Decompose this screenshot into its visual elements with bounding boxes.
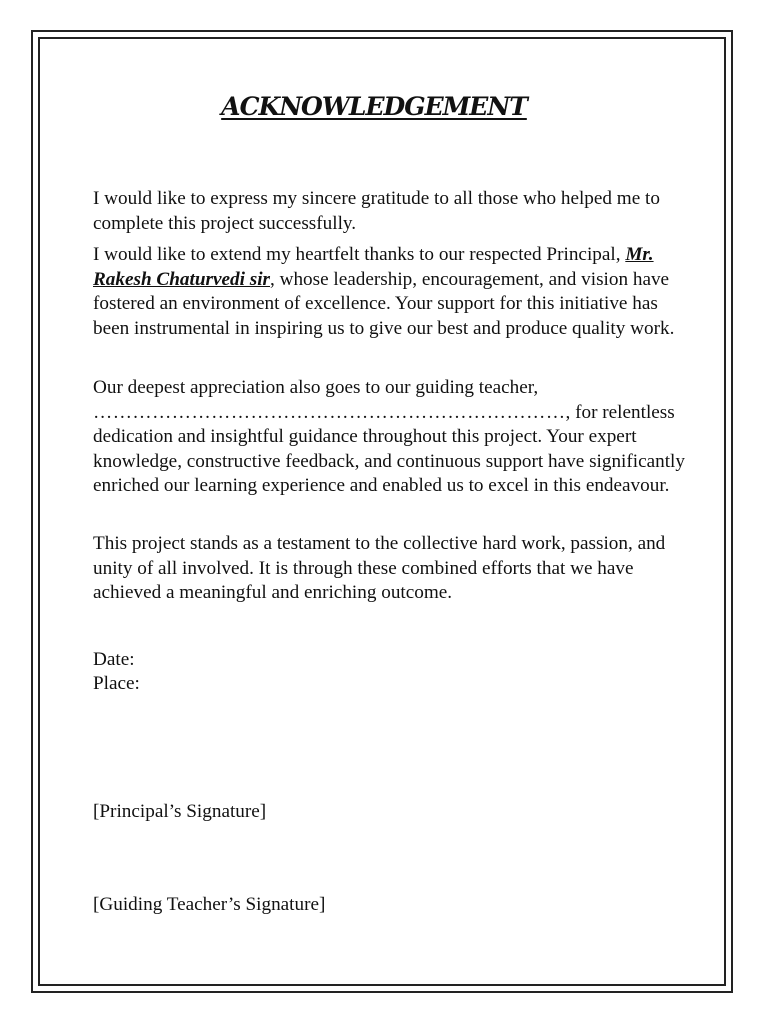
- paragraph-teacher-intro: Our deepest appreciation also goes to our guiding teacher,: [93, 377, 539, 398]
- paragraph-closing: [93, 532, 693, 606]
- document-title: ACKNOWLEDGEMENT: [221, 92, 527, 121]
- paragraph-principal: [93, 243, 693, 341]
- page-border-inner: [38, 37, 726, 986]
- paragraph-teacher: [93, 376, 693, 499]
- teacher-name-blank: ………………………………………………………………: [93, 401, 566, 423]
- paragraph-gratitude-text: I would like to express my sincere gratitude to all those who helped me to complete this project successfully.: [93, 188, 660, 234]
- paragraph-principal-rest: , whose leadership, encouragement, and vision have fostered an environment of excellence. Your support for this initiative has been instrumental in inspiring us to give our best and produce quality work.: [93, 268, 675, 339]
- paragraph-principal-intro: I would like to extend my heartfelt thanks to our respected Principal,: [93, 244, 626, 265]
- paragraph-closing-text: This project stands as a testament to the collective hard work, passion, and unity of all involved. It is through these combined efforts that we have achieved a meaningful and enriching outcome.: [93, 533, 666, 603]
- principal-name: Mr. Rakesh Chaturvedi sir: [93, 244, 654, 290]
- date-label: Date:: [93, 649, 135, 670]
- paragraph-teacher-rest: , for relentless dedication and insightful guidance throughout this project. Your expert knowledge, constructive feedback, and continuous support have significantly enriched our learning experience and enabled us to excel in this endeavour.: [93, 401, 685, 496]
- place-label: Place:: [93, 673, 140, 694]
- teacher-signature-label: [Guiding Teacher’s Signature]: [93, 894, 326, 915]
- principal-signature-label: [Principal’s Signature]: [93, 801, 267, 822]
- paragraph-gratitude: [93, 187, 693, 236]
